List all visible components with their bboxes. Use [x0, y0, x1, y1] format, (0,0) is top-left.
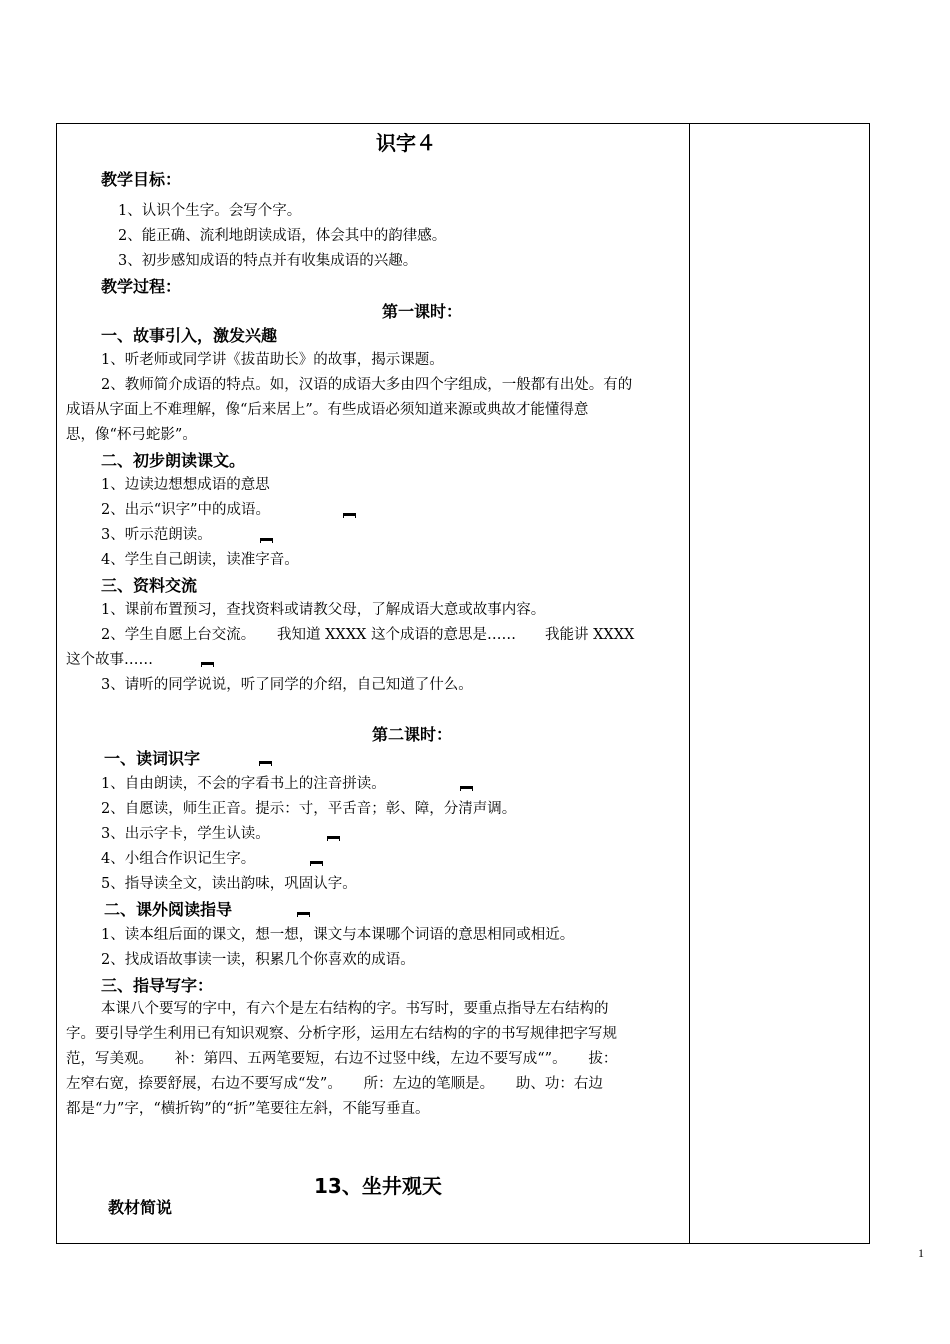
body-line: 1、边读边想想成语的意思	[101, 477, 270, 493]
body-line: 字。要引导学生利用已有知识观察、分析字形，运用左右结构的字的书写规律把字写规	[66, 1026, 617, 1042]
body-line: 思，像“杯弓蛇影”。	[66, 427, 197, 443]
period-heading: 第一课时：	[382, 302, 463, 321]
body-line: 左窄右宽，捺要舒展，右边不要写成“发”。 所：左边的笔顺是。 助、功：右边	[66, 1076, 603, 1092]
body-line: 3、听示范朗读。	[101, 527, 212, 543]
next-lesson-title: 13、坐井观天	[314, 1174, 442, 1198]
body-line: 2、学生自愿上台交流。 我知道 XXXX 这个成语的意思是…… 我能讲 XXXX	[101, 627, 635, 643]
body-line: 5、指导读全文，读出韵味，巩固认字。	[101, 876, 357, 892]
glyph-placeholder-mark	[310, 861, 323, 866]
period-heading: 第二课时：	[372, 725, 453, 744]
body-line: 2、找成语故事读一读，积累几个你喜欢的成语。	[101, 952, 415, 968]
goal-item: 2、能正确、流利地朗读成语，体会其中的韵律感。	[118, 228, 447, 244]
section-heading: 二、初步朗读课文。	[101, 451, 246, 470]
body-line: 3、请听的同学说说，听了同学的介绍，自己知道了什么。	[101, 677, 473, 693]
sub-heading: 教材简说	[108, 1198, 173, 1217]
glyph-placeholder-mark	[343, 513, 356, 518]
body-line: 3、出示字卡，学生认读。	[101, 826, 270, 842]
body-line: 2、出示“识字”中的成语。	[101, 502, 271, 518]
glyph-placeholder-mark	[260, 538, 273, 543]
body-line: 本课八个要写的字中，有六个是左右结构的字。书写时，要重点指导左右结构的	[101, 1001, 609, 1017]
body-line: 1、听老师或同学讲《拔苗助长》的故事，揭示课题。	[101, 352, 444, 368]
column-divider	[689, 123, 690, 1244]
lesson-title: 识字４	[376, 131, 436, 155]
section-heading: 三、资料交流	[101, 576, 198, 595]
body-line: 4、学生自己朗读，读准字音。	[101, 552, 299, 568]
body-line: 1、课前布置预习，查找资料或请教父母，了解成语大意或故事内容。	[101, 602, 546, 618]
glyph-placeholder-mark	[460, 786, 473, 791]
process-heading: 教学过程：	[101, 277, 182, 296]
body-line: 范，写美观。 补：第四、五两笔要短，右边不过竖中线，左边不要写成“”。 拔：	[66, 1051, 618, 1067]
body-line: 4、小组合作识记生字。	[101, 851, 256, 867]
body-line: 2、自愿读，师生正音。提示：寸，平舌音；彰、障，分清声调。	[101, 801, 517, 817]
body-line: 1、读本组后面的课文，想一想，课文与本课哪个词语的意思相同或相近。	[101, 927, 575, 943]
section-heading: 三、指导写字：	[101, 976, 214, 995]
body-line: 2、教师简介成语的特点。如，汉语的成语大多由四个字组成，一般都有出处。有的	[101, 377, 633, 393]
section-heading: 一、故事引入，激发兴趣	[101, 326, 278, 345]
section-heading: 一、读词识字	[104, 749, 201, 768]
glyph-placeholder-mark	[259, 761, 272, 766]
body-line: 1、自由朗读，不会的字看书上的注音拼读。	[101, 776, 386, 792]
body-line: 都是“力”字，“横折钩”的“折”笔要往左斜，不能写垂直。	[66, 1101, 430, 1117]
glyph-placeholder-mark	[327, 836, 340, 841]
glyph-placeholder-mark	[201, 662, 214, 667]
goal-item: 3、初步感知成语的特点并有收集成语的兴趣。	[118, 253, 418, 269]
body-line: 成语从字面上不难理解，像“后来居上”。有些成语必须知道来源或典故才能懂得意	[66, 402, 589, 418]
page-number: 1	[918, 1246, 924, 1260]
glyph-placeholder-mark	[297, 912, 310, 917]
goal-item: 1、认识个生字。会写个字。	[118, 203, 302, 219]
body-line: 这个故事……	[66, 652, 153, 668]
goals-heading: 教学目标：	[101, 170, 182, 189]
section-heading: 二、课外阅读指导	[104, 900, 233, 919]
